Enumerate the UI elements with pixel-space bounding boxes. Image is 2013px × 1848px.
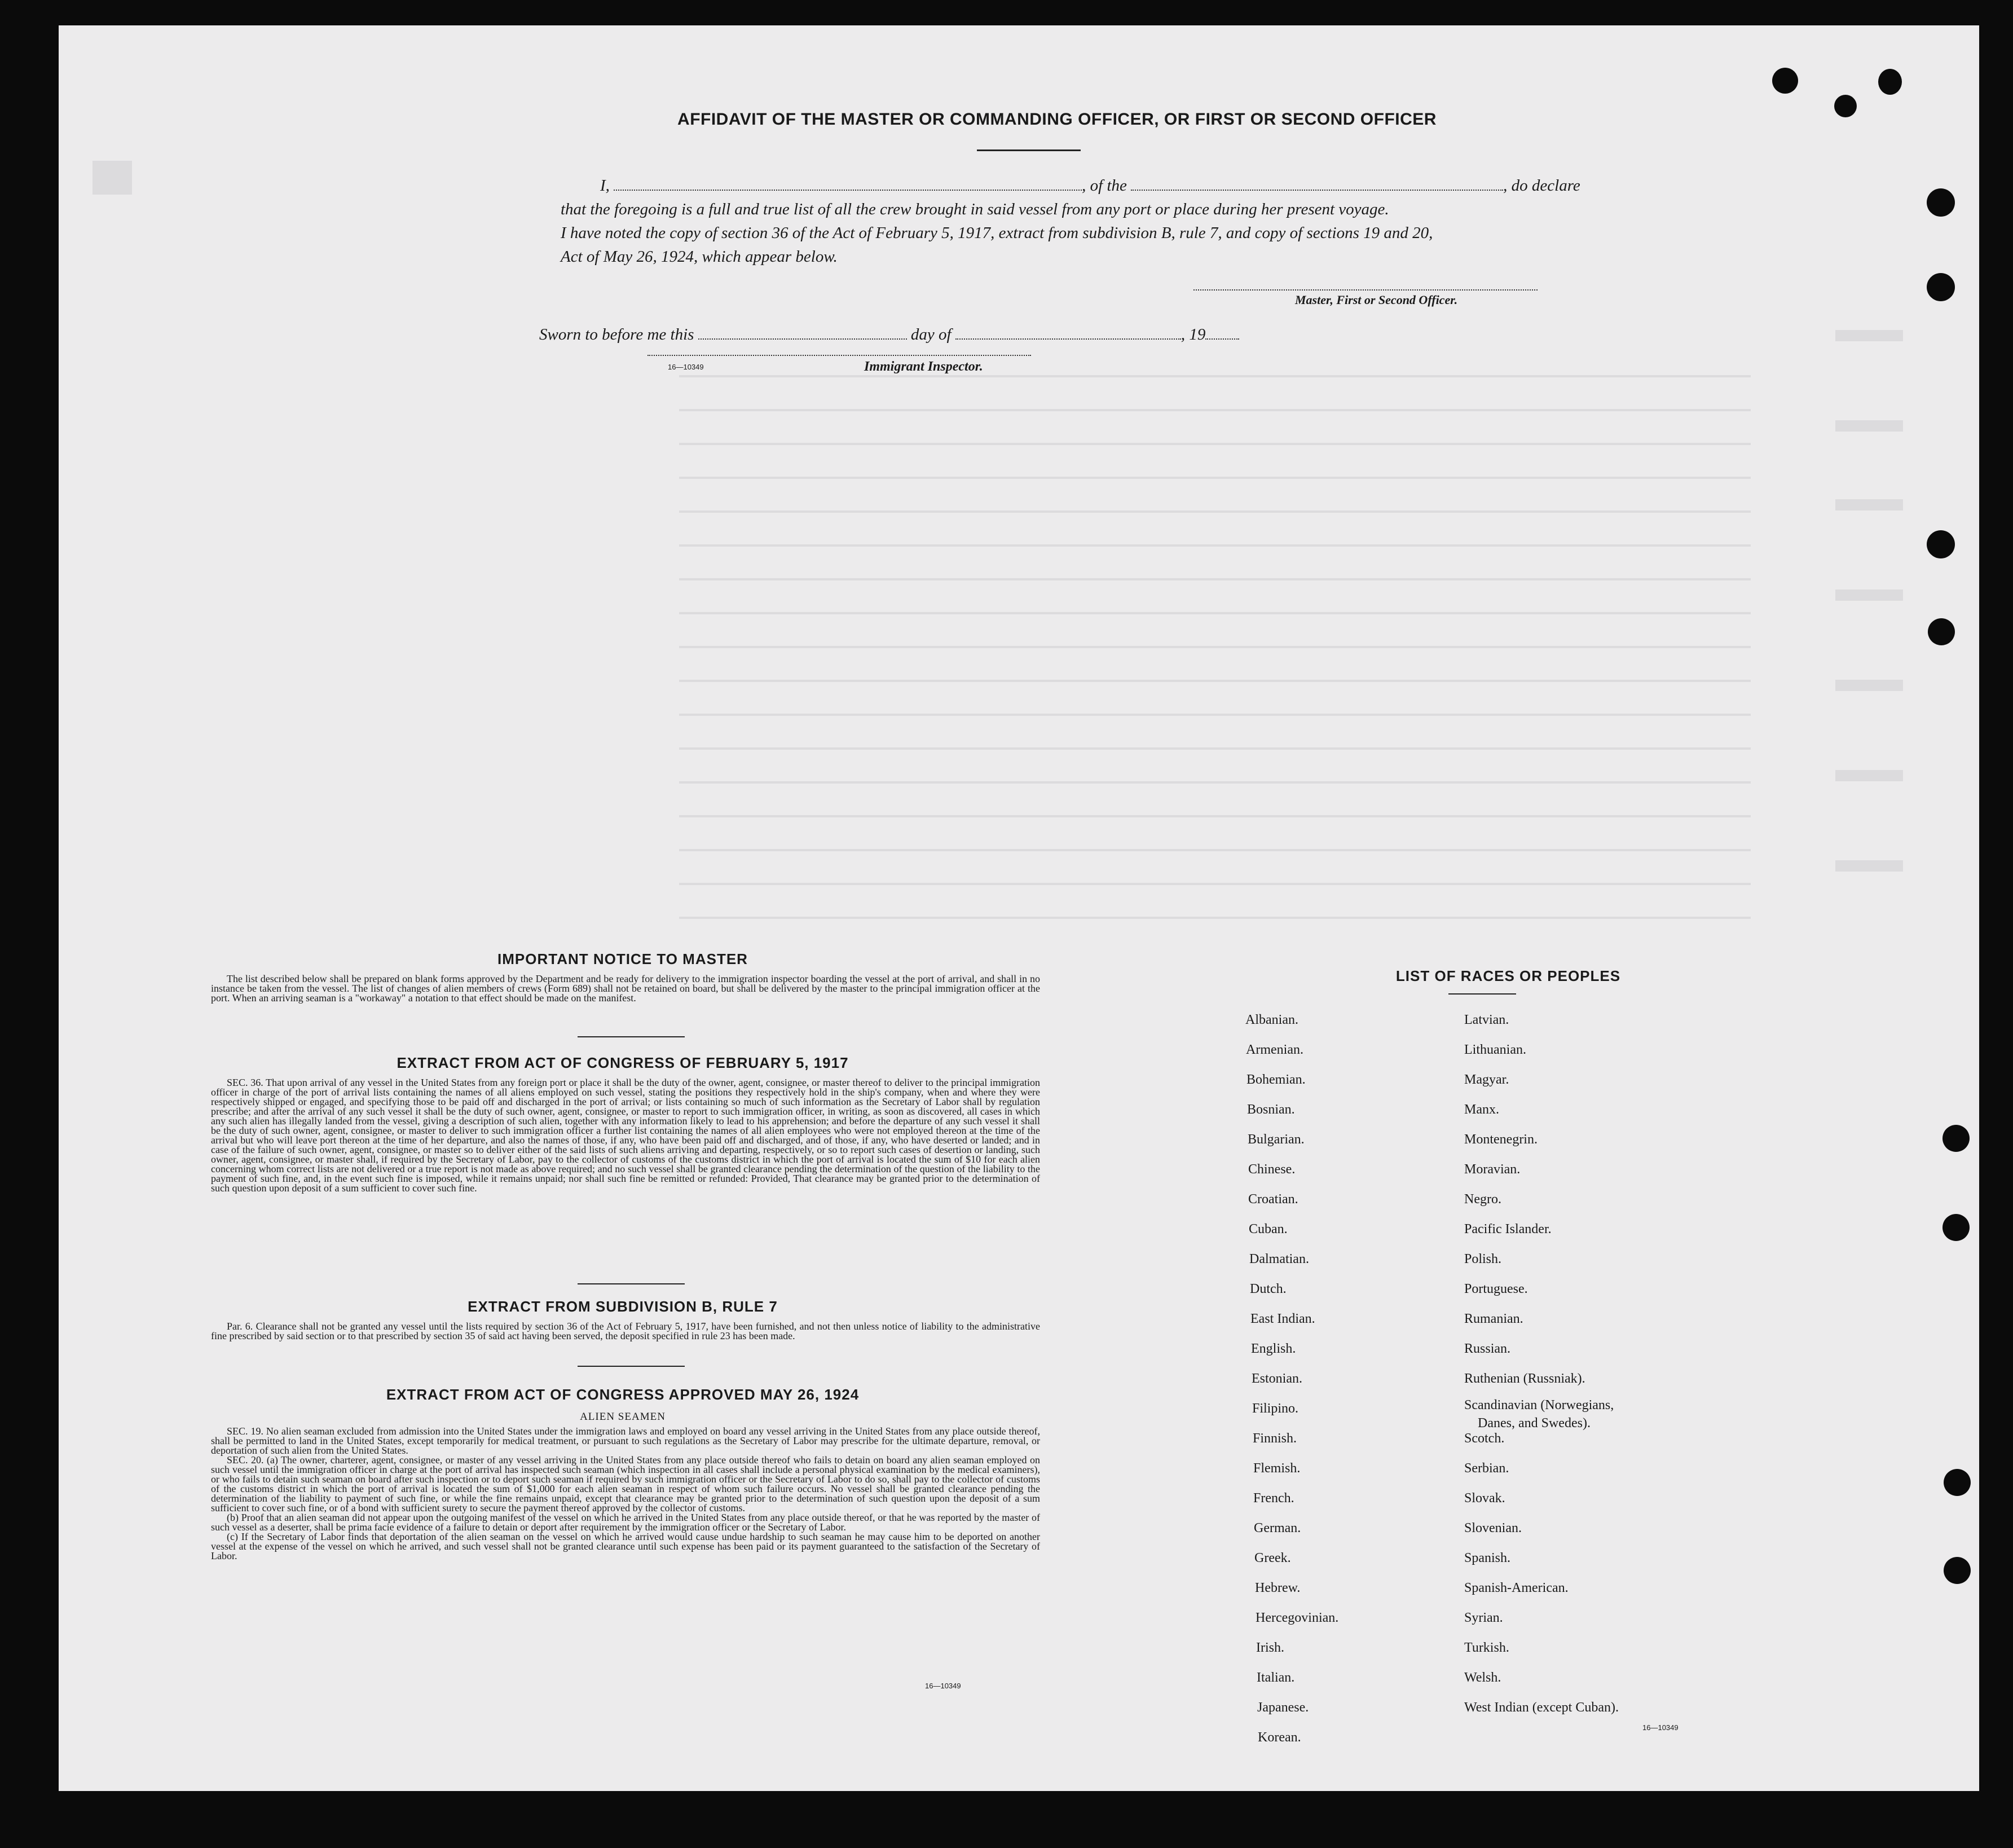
race-item: Dutch. [1250, 1282, 1287, 1296]
binder-hole [1927, 530, 1955, 558]
master-signature-line[interactable] [1193, 289, 1538, 291]
extract-rule7-title: EXTRACT FROM SUBDIVISION B, RULE 7 [468, 1298, 778, 1315]
race-item: West Indian (except Cuban). [1464, 1700, 1619, 1715]
race-item: Rumanian. [1464, 1312, 1523, 1326]
race-item: Chinese. [1248, 1162, 1296, 1177]
race-item: Estonian. [1252, 1371, 1302, 1386]
binder-hole [1944, 1469, 1971, 1496]
inspector-signature-line[interactable] [647, 355, 1031, 356]
master-signature-label: Master, First or Second Officer. [1295, 293, 1458, 307]
race-item: Flemish. [1253, 1461, 1301, 1476]
race-item: Manx. [1464, 1102, 1499, 1117]
race-item: Russian. [1464, 1341, 1511, 1356]
affidavit-line-4: Act of May 26, 1924, which appear below. [561, 248, 838, 266]
extract-rule7-text [211, 1322, 1040, 1352]
binder-hole [1927, 273, 1955, 301]
race-item: Negro. [1464, 1192, 1501, 1207]
extract-1924-text [211, 1427, 1040, 1669]
binder-hole [1928, 618, 1955, 645]
race-item: Italian. [1257, 1670, 1295, 1685]
sworn-line [539, 325, 1239, 344]
race-item: Scandinavian (Norwegians, [1464, 1398, 1614, 1413]
officer-name-blank[interactable] [614, 189, 1082, 191]
race-item: Montenegrin. [1464, 1132, 1538, 1147]
race-item: Syrian. [1464, 1611, 1503, 1625]
race-item: Serbian. [1464, 1461, 1509, 1476]
races-divider [1448, 993, 1516, 995]
race-item: Magyar. [1464, 1072, 1509, 1087]
sworn-month-blank[interactable] [955, 338, 1181, 340]
race-item: Filipino. [1252, 1401, 1299, 1416]
race-item: East Indian. [1250, 1312, 1315, 1326]
document-page [59, 25, 1979, 1791]
inspector-label: Immigrant Inspector. [864, 359, 983, 374]
race-item: Armenian. [1246, 1042, 1303, 1057]
extract-1917-title: EXTRACT FROM ACT OF CONGRESS OF FEBRUARY 5, 1917 [397, 1054, 849, 1071]
extract-rule7-divider [578, 1366, 685, 1367]
race-item: Finnish. [1253, 1431, 1297, 1446]
race-item: Lithuanian. [1464, 1042, 1526, 1057]
binder-hole [1927, 188, 1955, 217]
race-item: Danes, and Swedes). [1478, 1416, 1591, 1431]
binder-hole [1834, 95, 1857, 117]
sworn-year-blank[interactable] [1205, 338, 1239, 340]
sworn-prefix: Sworn to before me this [539, 325, 694, 344]
race-item: Bulgarian. [1248, 1132, 1305, 1147]
race-item: Albanian. [1245, 1013, 1298, 1027]
affidavit-form-number: 16—10349 [668, 363, 704, 371]
binder-hole [1772, 68, 1798, 94]
extract-1924-title: EXTRACT FROM ACT OF CONGRESS APPROVED MAY 26, 1924 [386, 1386, 860, 1403]
affidavit-line-1 [600, 177, 1580, 195]
vessel-name-blank[interactable] [1131, 189, 1503, 191]
affidavit-line-3: I have noted the copy of section 36 of the Act of February 5, 1917, extract from subdivision B, rule 7, and copy of sections 19 and 20, [561, 224, 1433, 242]
sworn-year: , 19 [1181, 325, 1206, 344]
sec-20a-paragraph: SEC. 20. (a) The owner, charterer, agent, consignee, or master of any vessel arriving in the United States from any place outside thereof who fails to detain on board any alien seaman employed on such vessel until the immigration officer in charge at the port of arrival has inspected such seaman (which inspection in all cases shall include a personal physical examination by the medical examiners), or who fails to detain such seaman on board after such inspection or to deport such seaman if required by such immigration officer or the Secretary of Labor to do so, shall pay to the collector of customs of the customs district in which the port of arrival is located the sum of $1,000 for each alien seaman in respect of whom such failure occurs. No vessel shall be granted clearance pending the determination of the liability to payment of such fine, or while the fine remains unpaid, except that clearance may be granted prior to the determination of such question upon the deposit of a sum sufficient to cover such fine, or of a bond with sufficient surety to secure the payment thereof approved by the collector of customs. [211, 1454, 1040, 1513]
sec-19-paragraph: SEC. 19. No alien seaman excluded from admission into the United States under the immigration laws and employed on board any vessel arriving in the United States from any place outside thereof, shall be permitted to land in the United States, except temporarily for medical treatment, or pursuant to such regulations as the Secretary of Labor may prescribe for the ultimate departure, removal, or deportation of such alien from the United States. [211, 1425, 1040, 1456]
par-6-paragraph: Par. 6. Clearance shall not be granted any vessel until the lists required by section 36 of the Act of February 5, 1917, have been furnished, and not then unless notice of liability to the administrative fine prescribed by said section or to that prescribed by section 35 of said act having been served, the deposit specified in rule 23 has been made. [211, 1321, 1040, 1341]
race-item: Bohemian. [1246, 1072, 1306, 1087]
notice-divider [578, 1036, 685, 1037]
race-item: Polish. [1464, 1252, 1502, 1266]
binder-hole [1878, 69, 1902, 95]
race-item: Moravian. [1464, 1162, 1521, 1177]
race-item: Welsh. [1464, 1670, 1501, 1685]
affidavit-title: AFFIDAVIT OF THE MASTER OR COMMANDING OFFICER, OR FIRST OR SECOND OFFICER [677, 110, 1437, 129]
race-item: Korean. [1258, 1730, 1301, 1745]
race-item: English. [1251, 1341, 1296, 1356]
notice-text [211, 974, 1040, 1014]
affidavit-declare: , do declare [1503, 177, 1580, 195]
race-item: Slovak. [1464, 1491, 1505, 1506]
notice-paragraph: The list described below shall be prepared on blank forms approved by the Department and be ready for delivery to the immigration inspector boarding the vessel at the port of arrival, and shall in no instance be taken from the vessel. The list of changes of alien members of crews (Form 689) shall not be retained on board, but shall be delivered by the master to the principal immigration officer at the port. When an arriving seaman is a "workaway" a notation to that effect should be made on the manifest. [211, 973, 1040, 1004]
race-item: Pacific Islander. [1464, 1222, 1552, 1237]
race-item: Scotch. [1464, 1431, 1505, 1446]
race-item: Irish. [1256, 1640, 1284, 1655]
race-item: Portuguese. [1464, 1282, 1528, 1296]
extract-1917-text [211, 1078, 1040, 1270]
race-item: Cuban. [1249, 1222, 1288, 1237]
sec-20b-paragraph: (b) Proof that an alien seaman did not appear upon the outgoing manifest of the vessel on which he arrived in the United States from any place outside thereof, or that he was reported by the master of such vessel as a deserter, shall be prima facie evidence of a failure to detain or deport after requirement by the immigration officer or the Secretary of Labor. [211, 1512, 1040, 1533]
race-item: German. [1254, 1521, 1301, 1535]
race-item: Hercegovinian. [1256, 1611, 1339, 1625]
race-item: Dalmatian. [1249, 1252, 1309, 1266]
extract-1917-divider [578, 1283, 685, 1284]
sworn-day-of: day of [910, 325, 952, 344]
race-item: Turkish. [1464, 1640, 1509, 1655]
sec-36-paragraph: SEC. 36. That upon arrival of any vessel in the United States from any foreign port or place it shall be the duty of the owner, agent, consignee, or master thereof to deliver to the principal immigration officer in charge of the port of arrival lists containing the names of all aliens employed on such vessel, stating the positions they respectively hold in the ship's company, when and where they were respectively shipped or engaged, and specifying those to be paid off and discharged in the port of arrival; or lists containing so much of such information as the Secretary of Labor shall by regulation prescribe; and after the arrival of any such vessel it shall be the duty of such owner, agent, consignee, or master to report to such immigration officer, in writing, as soon as discovered, all cases in which any such alien has illegally landed from the vessel, giving a description of such alien, together with any information likely to lead to his apprehension; and before the departure of any such vessel it shall be the duty of such owner, agent, consignee, or master to deliver to such immigration officer a further list containing the names of all alien employees who were not employed thereon at the time of the arrival but who will leave port thereon at the time of her departure, and also the names of those, if any, who have been paid off and discharged, and of those, if any, who have deserted or landed; and in case of the failure of such owner, agent, consignee, or master so to deliver either of the said lists of such aliens arriving and departing, respectively, or so to report such cases of desertion or landing, such owner, agent, consignee, or master shall, if required by the Secretary of Labor, pay to the collector of customs of the customs district in which the port of arrival is located the sum of $10 for each alien concerning whom correct lists are not delivered or a true report is not made as above required; and no such vessel shall be granted clearance pending the determination of the question of the liability to the payment of such fine, and, in the event such fine is imposed, while it remains unpaid; nor shall such fine be remitted or refunded: Provided, That clearance may be granted prior to the determination of such question upon deposit of a sum sufficient to cover such fine. [211, 1077, 1040, 1194]
sworn-day-blank[interactable] [698, 338, 907, 340]
race-item: Spanish-American. [1464, 1581, 1569, 1595]
race-item: Croatian. [1248, 1192, 1298, 1207]
race-item: Hebrew. [1255, 1581, 1301, 1595]
races-title: LIST OF RACES OR PEOPLES [1395, 967, 1621, 984]
race-item: Slovenian. [1464, 1521, 1522, 1535]
race-item: Latvian. [1464, 1013, 1509, 1027]
race-item: Bosnian. [1247, 1102, 1295, 1117]
title-divider [977, 149, 1081, 151]
binder-hole [1942, 1214, 1970, 1241]
extract-form-number: 16—10349 [925, 1682, 961, 1690]
notice-title: IMPORTANT NOTICE TO MASTER [497, 951, 748, 967]
race-item: Japanese. [1257, 1700, 1309, 1715]
binder-hole [1944, 1557, 1971, 1584]
affidavit-i: I, [600, 177, 610, 195]
race-item: Spanish. [1464, 1551, 1511, 1565]
binder-hole [1942, 1125, 1970, 1152]
affidavit-line-2: that the foregoing is a full and true list of all the crew brought in said vessel from any port or place during her present voyage. [561, 200, 1389, 218]
race-item: Ruthenian (Russniak). [1464, 1371, 1585, 1386]
alien-seamen-subtitle: ALIEN SEAMEN [580, 1411, 666, 1423]
race-item: French. [1253, 1491, 1294, 1506]
races-form-number: 16—10349 [1642, 1723, 1679, 1732]
affidavit-of-the: , of the [1082, 177, 1127, 195]
race-item: Greek. [1254, 1551, 1291, 1565]
sec-20c-paragraph: (c) If the Secretary of Labor finds that deportation of the alien seaman on the vessel on which he arrived would cause undue hardship to such seaman he may cause him to be deported on another vessel at the expense of the vessel on which he arrived, and such vessel shall not be granted clearance until such expense has been paid or its payment guaranteed to the satisfaction of the Secretary of Labor. [211, 1531, 1040, 1561]
